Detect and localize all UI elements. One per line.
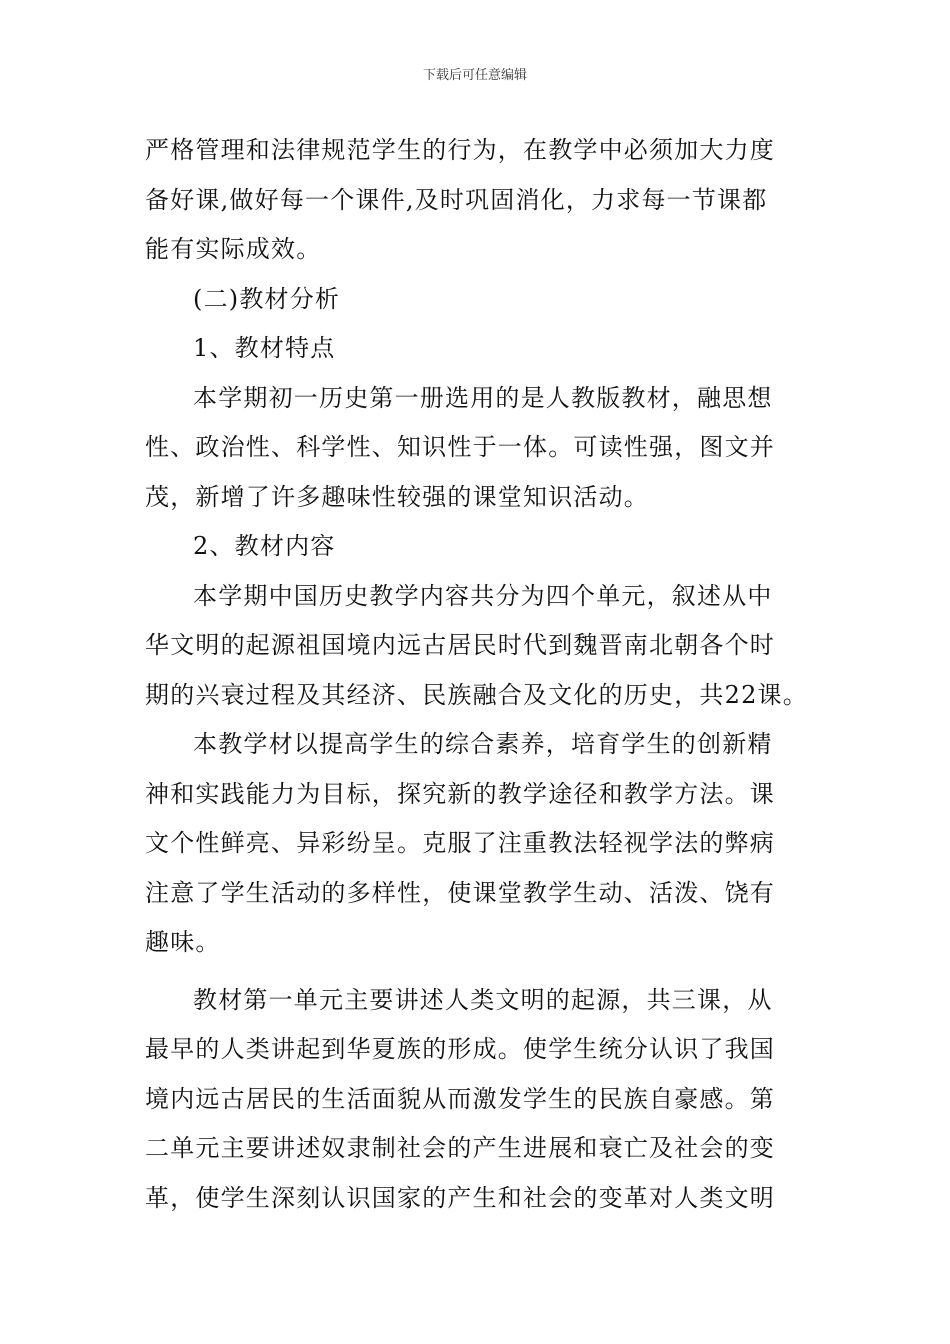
text-line: 革，使学生深刻认识国家的产生和社会的变革对人类文明	[145, 1183, 775, 1212]
text-line: 能有实际成效。	[145, 235, 322, 263]
text-line: 文个性鲜亮、异彩纷呈。克服了注重教法轻视学法的弊病	[145, 829, 775, 857]
paragraph-first-line: 本学期中国历史教学内容共分为四个单元，叙述从中	[193, 581, 773, 610]
paragraph-first-line: 本教学材以提高学生的综合素养，培育学生的创新精	[193, 730, 773, 758]
text-line: 性、政治性、科学性、知识性于一体。可读性强，图文并	[145, 433, 775, 461]
text-line: 华文明的起源祖国境内远古居民时代到魏晋南北朝各个时	[145, 631, 775, 659]
text-line: 最早的人类讲起到华夏族的形成。使学生统分认识了我国	[145, 1035, 775, 1063]
page-header: 下载后可任意编辑	[422, 68, 527, 83]
text-line: 严格管理和法律规范学生的行为，在教学中必须加大力度	[145, 136, 775, 164]
text-line: 备好课,做好每一个课件,及时巩固消化，力求每一节课都	[145, 185, 768, 214]
text-line: 注意了学生活动的多样性，使课堂教学生动、活泼、饶有	[145, 878, 775, 907]
text-line: 境内远古居民的生活面貌从而激发学生的民族自豪感。第	[145, 1084, 775, 1113]
text-line: 神和实践能力为目标，探究新的教学途径和教学方法。课	[145, 779, 775, 808]
paragraph-gap	[145, 968, 810, 976]
paragraph-first-line: 教材第一单元主要讲述人类文明的起源，共三课，从	[193, 985, 773, 1014]
text-line: 茂，新增了许多趣味性较强的课堂知识活动。	[145, 482, 649, 511]
text-line: 趣味。	[145, 928, 221, 956]
paragraph-first-line: 1、教材特点	[193, 334, 336, 362]
paragraph-first-line: 本学期初一历史第一册选用的是人教版教材，融思想	[193, 383, 773, 412]
document-body	[145, 126, 810, 1223]
text-line: 期的兴衰过程及其经济、民族融合及文化的历史，共22课。	[145, 680, 808, 709]
text-line: 二单元主要讲述奴隶制社会的产生进展和衰亡及社会的变	[145, 1134, 775, 1162]
paragraph-first-line: 2、教材内容	[193, 532, 336, 560]
paragraph-first-line: (二)教材分析	[193, 284, 341, 313]
